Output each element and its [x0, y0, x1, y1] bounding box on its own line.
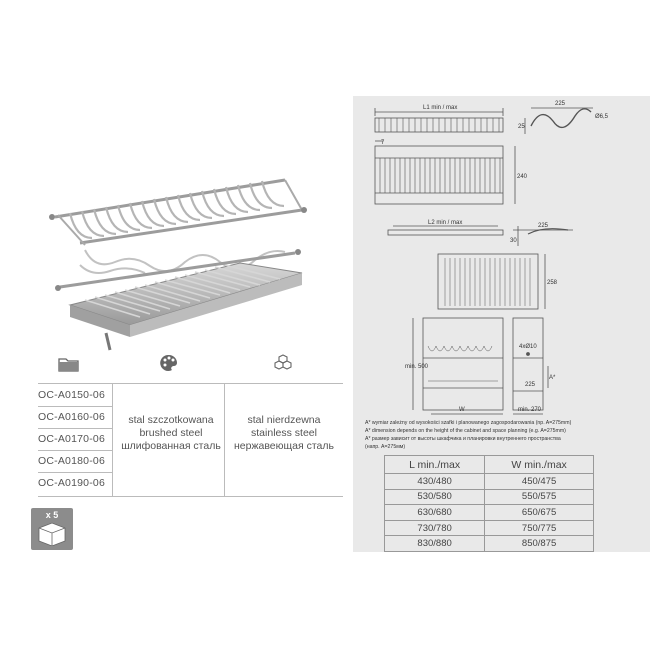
product-table: [38, 383, 343, 497]
dimensions-table: [384, 455, 594, 552]
dim-225-side: 225: [525, 382, 536, 388]
package-quantity: x 5: [45, 510, 59, 520]
table-row: 630/680 650/675: [385, 505, 594, 521]
dim-258: 258: [547, 280, 558, 286]
dim-7: 7: [381, 140, 385, 146]
product-code: OC-A0190-06: [38, 477, 105, 489]
note-ru-example: (напр. A=275мм): [365, 444, 406, 450]
table-row: 730/780 750/775: [385, 520, 594, 536]
note-ru: A* размер зависит от высоты шкафчика и планировки внутреннего пространства: [365, 436, 561, 442]
header-l: L min./max: [385, 456, 485, 474]
dim-w: W: [459, 407, 465, 413]
folder-icon: [58, 356, 80, 372]
product-code: OC-A0170-06: [38, 428, 112, 451]
palette-icon: [160, 354, 178, 372]
dim-240: 240: [517, 174, 528, 180]
dim-l1: L1 min / max: [423, 105, 458, 111]
dim-min270: min. 270: [518, 407, 542, 413]
dim-25: 25: [518, 124, 525, 130]
note-en: A* dimension depends on the height of the cabinet and space planning (e.g. A=275mm): [365, 428, 566, 434]
material-frame: stal szczotkowana brushed steel шлифованная сталь: [121, 414, 221, 452]
dim-min500: min. 500: [405, 364, 429, 370]
dim-a: A*: [549, 375, 556, 381]
table-row: 530/580 550/575: [385, 489, 594, 505]
product-code: OC-A0160-06: [38, 406, 112, 429]
dim-225-rail: 225: [538, 223, 549, 229]
product-code: OC-A0150-06: [38, 384, 112, 407]
cubes-icon: [272, 354, 294, 372]
dim-225-top: 225: [555, 101, 566, 107]
dim-30: 30: [510, 238, 517, 244]
dish-rack-photo: [40, 155, 320, 370]
technical-drawing: [353, 96, 650, 416]
box-icon: [31, 508, 73, 550]
material-tray: stal nierdzewna stainless steel нержавеющая сталь: [234, 414, 334, 452]
table-row: 830/880 850/875: [385, 536, 594, 552]
header-w: W min./max: [485, 456, 594, 474]
dim-4x10: 4xØ10: [519, 344, 537, 350]
note-pl: A* wymiar zależny od wysokości szafki i planowanego zagospodarowania (np. A=275mm): [365, 420, 572, 426]
dim-6-5: Ø6,5: [595, 114, 609, 120]
dim-l2: L2 min / max: [428, 220, 463, 226]
table-row: 430/480 450/475: [385, 474, 594, 490]
product-code: OC-A0180-06: [38, 450, 112, 473]
